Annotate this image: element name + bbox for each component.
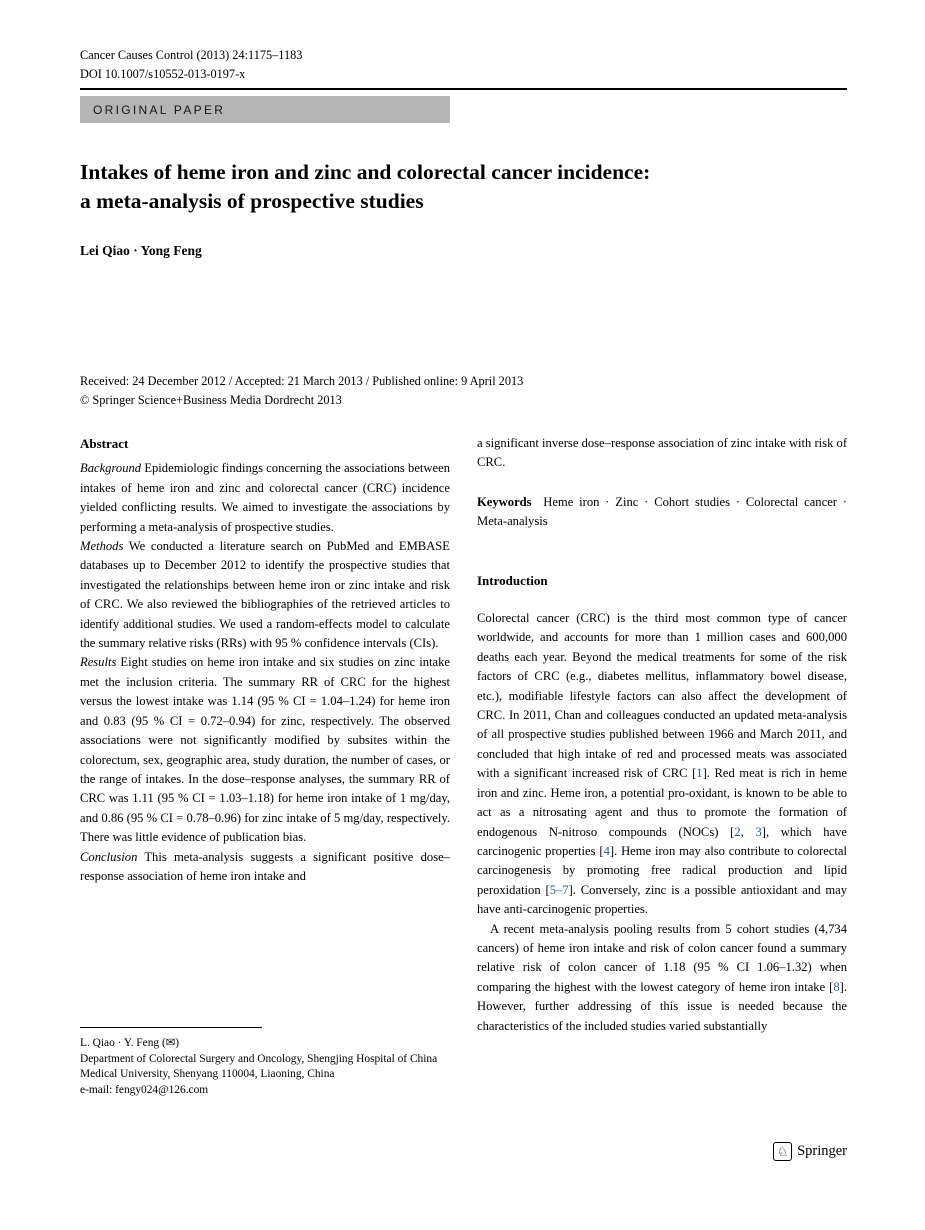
introduction-heading: Introduction: [477, 572, 548, 588]
springer-knight-icon: ♘: [773, 1142, 792, 1161]
abstract-results-paragraph: Results Eight studies on heme iron intake and six studies on zinc intake met the inclusion criteria. The summary RR of CRC for the highest versus the lowest intake was 1.14 (95 % CI = 1.04–1.24) for heme iron and 0.83 (95 % CI = 0.72–0.94) for zinc, respectively. The observed associations were not significantly modified by subsites within the colorectum, sex, geographic area, study duration, the number of cases, or the range of intakes. In the dose–response analyses, the summary RR of CRC was 1.11 (95 % CI = 1.03–1.18) for heme iron intake of 1 mg/day, and 0.86 (95 % CI = 0.78–0.96) for zinc intake of 5 mg/day, respectively. There was little evidence of publication bias.: [80, 655, 450, 845]
envelope-icon: ✉: [165, 1037, 176, 1049]
article-title-line1: Intakes of heme iron and zinc and colorectal cancer incidence:: [80, 160, 651, 184]
article-title: [80, 158, 847, 216]
citation-link[interactable]: 5–7: [549, 882, 569, 897]
footnote-author-line: L. Qiao · Y. Feng (✉): [80, 1037, 180, 1049]
received-accepted-line: Received: 24 December 2012 / Accepted: 21 March 2013 / Published online: 9 April 2013: [80, 374, 524, 388]
introduction-paragraph-1: Colorectal cancer (CRC) is the third most common type of cancer worldwide, and accounts for more than 1 million cases and 600,000 deaths each year. Beyond the medical treatments for some of the risk factors of CRC (e.g., diabetes mellitus, inflammatory bowel disease, etc.), modifiable lifestyle factors can also affect the development of CRC. In 2011, Chan and colleagues conducted an updated meta-analysis of all prospective studies published between 1966 and March 2011, and concluded that high intake of red and processed meats was associated with a significant increased risk of CRC [1]. Red meat is rich in heme iron and zinc. Heme iron, a potential pro-oxidant, is known to be able to act as a nitrosating agent and thus to promote the formation of endogenous N-nitroso compounds (NOCs) [2, 3], which have carcinogenic properties [4]. Heme iron may also contribute to colorectal carcinogenesis by promoting free radical production and lipid peroxidation [5–7]. Conversely, zinc is a possible antioxidant and may have anti-carcinogenic properties.: [477, 611, 848, 917]
journal-reference: Cancer Causes Control (2013) 24:1175–1183: [80, 48, 303, 62]
abstract-conclusion-paragraph: Conclusion This meta-analysis suggests a significant positive dose–response association of heme iron intake and: [80, 849, 450, 883]
header-meta: [80, 46, 302, 83]
citation-link[interactable]: 1: [696, 766, 703, 781]
article-title-line2: a meta-analysis of prospective studies: [80, 189, 424, 213]
keywords-paragraph: Keywords Heme iron · Zinc · Cohort studies · Colorectal cancer · Meta-analysis: [477, 494, 847, 529]
footnote-affiliation: Department of Colorectal Surgery and Oncology, Shengjing Hospital of China Medical University, Shenyang 110004, Liaoning, China: [80, 1052, 438, 1081]
dates-block: [80, 372, 523, 410]
citation-link[interactable]: 3: [755, 824, 762, 839]
springer-logo: [773, 1142, 847, 1161]
footnote-email[interactable]: e-mail: fengy024@126.com: [80, 1083, 209, 1096]
correspondence-footnote: [80, 1027, 450, 1098]
authors: Lei Qiao · Yong Feng: [80, 243, 202, 258]
doi: DOI 10.1007/s10552-013-0197-x: [80, 66, 246, 81]
abstract-continuation-paragraph: a significant inverse dose–response association of zinc intake with risk of CRC.: [477, 436, 848, 470]
abstract-methods-paragraph: Methods We conducted a literature search on PubMed and EMBASE databases up to December 2012 to identify the prospective studies that investigated the relationships between heme iron or zinc intake and risk of CRC. We also reviewed the bibliographies of the retrieved articles to identify additional studies. We used a random-effects model to calculate the summary relative risks (RRs) with 95 % confidence intervals (CIs).: [80, 539, 450, 651]
header-rule: [80, 88, 847, 90]
right-column: [477, 434, 847, 1036]
citation-link[interactable]: 4: [603, 843, 610, 858]
introduction-paragraph-2: A recent meta-analysis pooling results from 5 cohort studies (4,734 cancers) of heme iron intake and risk of colon cancer found a summary relative risk of colon cancer of 1.18 (95 % CI 1.06–1.32) when comparing the highest with the lowest category of heme iron intake [8]. However, further addressing of this issue is needed because the characteristics of the included studies varied substantially: [477, 921, 847, 1033]
article-type-banner: [80, 96, 450, 123]
abstract-background-paragraph: Background Epidemiologic findings concerning the associations between intakes of heme iron and zinc and colorectal cancer (CRC) incidence yielded conflicting results. We aimed to investigate the associations by performing a meta-analysis of prospective studies.: [80, 461, 450, 534]
left-column: [80, 434, 450, 886]
publisher-name: Springer: [797, 1143, 847, 1159]
footnote-rule: [80, 1027, 262, 1028]
citation-link[interactable]: 2: [734, 824, 741, 839]
citation-link[interactable]: 8: [833, 979, 840, 994]
abstract-heading: Abstract: [80, 436, 129, 451]
article-type-label: ORIGINAL PAPER: [93, 102, 226, 117]
copyright-line: © Springer Science+Business Media Dordrecht 2013: [80, 393, 342, 407]
